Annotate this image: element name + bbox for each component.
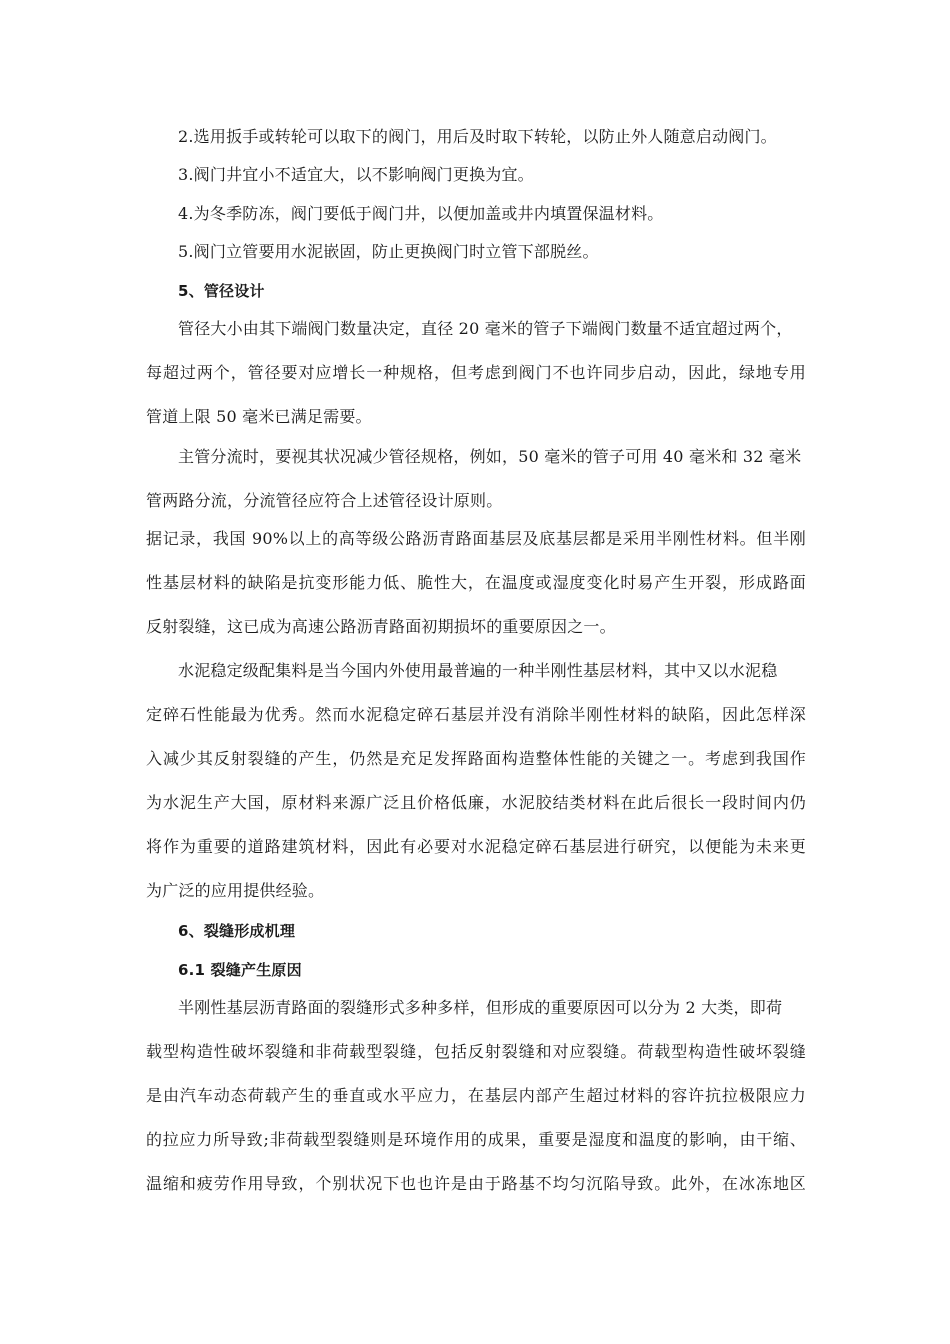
paragraph-line: 主管分流时，要视其状况减少管径规格，例如，50 毫米的管子可用 40 毫米和 32 毫米 <box>178 447 802 466</box>
paragraph-line: 将作为重要的道路建筑材料，因此有必要对水泥稳定碎石基层进行研究，以便能为未来更 <box>146 837 806 856</box>
list-item-3: 3.阀门井宜小不适宜大，以不影响阀门更换为宜。 <box>178 165 534 184</box>
paragraph-line: 水泥稳定级配集料是当今国内外使用最普遍的一种半刚性基层材料，其中又以水泥稳 <box>178 661 778 680</box>
paragraph-line: 的拉应力所导致;非荷载型裂缝则是环境作用的成果，重要是湿度和温度的影响，由干缩、 <box>146 1130 806 1149</box>
section-heading-6: 6、裂缝形成机理 <box>178 922 296 940</box>
paragraph-line: 入减少其反射裂缝的产生，仍然是充足发挥路面构造整体性能的关键之一。考虑到我国作 <box>146 749 806 768</box>
paragraph-line: 是由汽车动态荷载产生的垂直或水平应力，在基层内部产生超过材料的容许抗拉极限应力 <box>146 1086 806 1105</box>
paragraph-line: 管径大小由其下端阀门数量决定，直径 20 毫米的管子下端阀门数量不适宜超过两个， <box>178 319 793 338</box>
paragraph-line: 管两路分流，分流管径应符合上述管径设计原则。 <box>146 491 503 510</box>
paragraph-line: 管道上限 50 毫米已满足需要。 <box>146 407 372 426</box>
paragraph-line: 为广泛的应用提供经验。 <box>146 881 325 900</box>
paragraph-line: 性基层材料的缺陷是抗变形能力低、脆性大，在温度或湿度变化时易产生开裂，形成路面 <box>146 573 806 592</box>
paragraph-line: 载型构造性破坏裂缝和非荷载型裂缝，包括反射裂缝和对应裂缝。荷载型构造性破坏裂缝 <box>146 1042 806 1061</box>
list-item-2: 2.选用扳手或转轮可以取下的阀门，用后及时取下转轮，以防止外人随意启动阀门。 <box>178 127 777 146</box>
list-item-5: 5.阀门立管要用水泥嵌固，防止更换阀门时立管下部脱丝。 <box>178 242 599 261</box>
paragraph-line: 定碎石性能最为优秀。然而水泥稳定碎石基层并没有消除半刚性材料的缺陷，因此怎样深 <box>146 705 806 724</box>
list-item-4: 4.为冬季防冻，阀门要低于阀门井，以便加盖或井内填置保温材料。 <box>178 204 664 223</box>
paragraph-line: 每超过两个，管径要对应增长一种规格，但考虑到阀门不也许同步启动，因此，绿地专用 <box>146 363 806 382</box>
paragraph-line: 为水泥生产大国，原材料来源广泛且价格低廉，水泥胶结类材料在此后很长一段时间内仍 <box>146 793 806 812</box>
paragraph-line: 据记录，我国 90%以上的高等级公路沥青路面基层及底基层都是采用半刚性材料。但半刚 <box>146 529 806 548</box>
paragraph-line: 温缩和疲劳作用导致，个别状况下也也许是由于路基不均匀沉陷导致。此外，在冰冻地区 <box>146 1174 806 1193</box>
subsection-heading-6-1: 6.1 裂缝产生原因 <box>178 961 302 979</box>
paragraph-line: 半刚性基层沥青路面的裂缝形式多种多样，但形成的重要原因可以分为 2 大类，即荷 <box>178 998 783 1017</box>
paragraph-line: 反射裂缝，这已成为高速公路沥青路面初期损坏的重要原因之一。 <box>146 617 616 636</box>
section-heading-5: 5、管径设计 <box>178 282 265 300</box>
